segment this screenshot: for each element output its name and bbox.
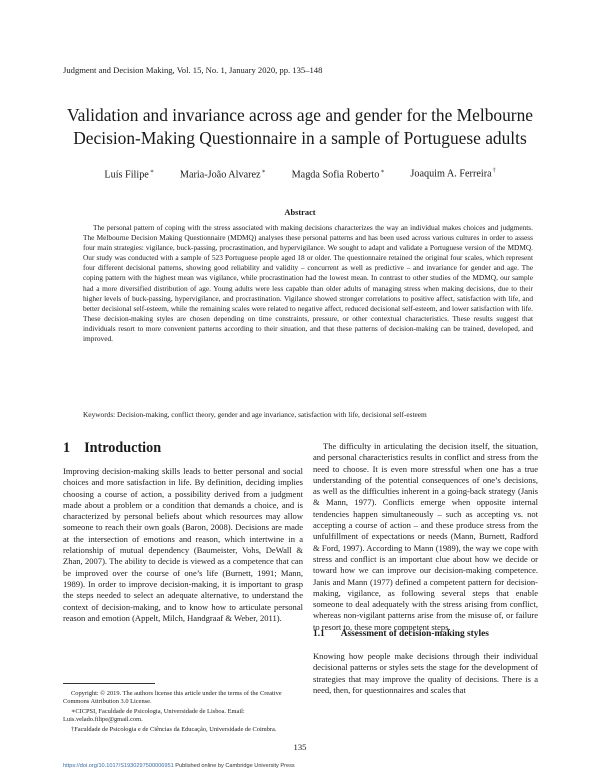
subsection-title: Assessment of decision-making styles (340, 629, 489, 639)
author: Joaquim A. Ferreira† (410, 168, 496, 180)
affiliation-mark: ∗ (380, 169, 385, 175)
section-heading-introduction (63, 440, 161, 457)
footnote-affiliation-1: ∗CICPSI, Faculdade de Psicologia, Universidade de Lisboa. Email: Luis.velado.filipe@gmail.com. (63, 707, 245, 724)
affiliation-mark: ∗ (261, 169, 266, 175)
abstract-text: The personal pattern of coping with the stress associated with making decisions characterizes the way an individual makes choices and judgments. The Melbourne Decision Making Questionnaire (MDMQ) analyses these personal patterns and has been used across various cultures in order to assess four main strategies: vigilance, buck-passing, procrastination, and hypervigilance. We sought to adapt and validate a Portuguese version of the MDMQ. Our study was conducted with a sample of 523 Portuguese people aged 18 or older. The questionnaire retained the original four scales, which represent four different decisional patterns, showing good reliability and validity – concurrent as well as predictive – and invariance for gender and age. The coping pattern with the highest mean was vigilance, while procrastination had the lowest mean. In contrast to other studies of the MDMQ, our sample had a more diversified distribution of age. Young adults were less capable than older adults of managing stress when making decisions, due to their higher levels of buck-passing, hypervigilance, and procrastination. Vigilance showed stronger correlations to positive affect, satisfaction with life, and better decisional self-esteem, while the remaining scales were related to negative affect, reduced decisional self-esteem, and lower satisfaction with life. These decision-making styles are chosen depending on time constraints, pressure, or other contextual characteristics. These results suggest that individuals resort to more convenient patterns according to their situation, and that these patterns of decision-making can be trained, developed, and improved. (83, 223, 533, 344)
intro-paragraph-right: The difficulty in articulating the decision itself, the situation, and personal characteristics results in conflict and stress from the need to choose. It is even more stressful when one has a true understanding of the potential consequences of one’s decisions, as well as the difficulties inherent in a going-back strategy (Janis & Mann, 1977). Conflicts emerge when opposite internal tendencies happen simultaneously – such as accepting vs. not accepting a course of action – and these produce stress from the unfulfillment of expectations or needs (Mann, Burnett, Radford & Ford, 1997). According to Mann (1989), the way we cope with stress and conflict is an important clue about how we decide or toward how we can improve our decision-making competence. Janis and Mann (1977) defined a competent pattern for decision-making, vigilance, as following several steps that enable someone to deal adequately with the stress arising from conflict, whereas non-vigilant patterns arise from the misuse of, or failure to resort to, these more competent steps. (313, 441, 538, 632)
subsection-heading (313, 629, 489, 639)
author: Luís Filipe∗ (104, 169, 154, 181)
intro-paragraph-left: Improving decision-making skills leads to better personal and social choices and more satisfaction in life. By definition, deciding implies choosing a course of action, a possibility derived from a judgment made about a problem or a condition that demands a choice, and is characterized by personal beliefs about which resources may allow someone to reach their own goals (Baron, 2008). Decisions are made at the intersection of emotions and reason, which intertwine in a relationship of mutual dependency (Baumeister, Vohs, DeWall & Zhan, 2007). The ability to decide is viewed as a competence that can be improved over the course of one’s life (Burnett, 1991; Mann, 1989). In order to improve decision-making, it is important to grasp the steps needed to select an adequate alternative, to understand the context of decision-making, and to know how to articulate personal reason and emotion (Appelt, Milch, Handgraaf & Weber, 2011). (63, 466, 303, 623)
subsection-number: 1.1 (313, 629, 325, 639)
affiliation-mark: ∗ (149, 169, 154, 175)
section-number: 1 (63, 440, 71, 456)
author-list (40, 168, 560, 180)
footnote-copyright: Copyright: © 2019. The authors license this article under the terms of the Creative Commons Attribution 3.0 License. (63, 690, 282, 706)
paper-title (40, 104, 560, 150)
title-line-2: Decision-Making Questionnaire in a sample of Portuguese adults (73, 128, 527, 148)
publisher-note: Published online by Cambridge University Press (175, 763, 295, 769)
affiliation-mark: † (492, 168, 496, 174)
abstract-heading: Abstract (284, 208, 316, 217)
section-title: Introduction (84, 440, 162, 456)
footnote-rule (63, 683, 155, 684)
footnote-affiliation-2: †Faculdade de Psicologia e de Ciências da Educação, Universidade de Coimbra. (71, 725, 277, 733)
journal-header: Judgment and Decision Making, Vol. 15, No. 1, January 2020, pp. 135–148 (63, 65, 323, 75)
footnotes (63, 690, 303, 735)
author: Maria-João Alvarez∗ (179, 169, 266, 181)
doi-link[interactable]: https://doi.org/10.1017/S1930297500006951 (63, 763, 174, 769)
doi-footer (63, 763, 295, 769)
keywords: Keywords: Decision-making, conflict theory, gender and age invariance, satisfaction with life, decisional self-esteem (83, 410, 427, 419)
author: Magda Sofia Roberto∗ (291, 169, 385, 181)
subsection-paragraph: Knowing how people make decisions through their individual decisional patterns or styles sets the stage for the development of strategies that may improve the quality of decisions. There is a need, then, for questionnaires and scales that (313, 651, 538, 695)
page-number: 135 (293, 742, 307, 752)
title-line-1: Validation and invariance across age and gender for the Melbourne (67, 105, 533, 125)
